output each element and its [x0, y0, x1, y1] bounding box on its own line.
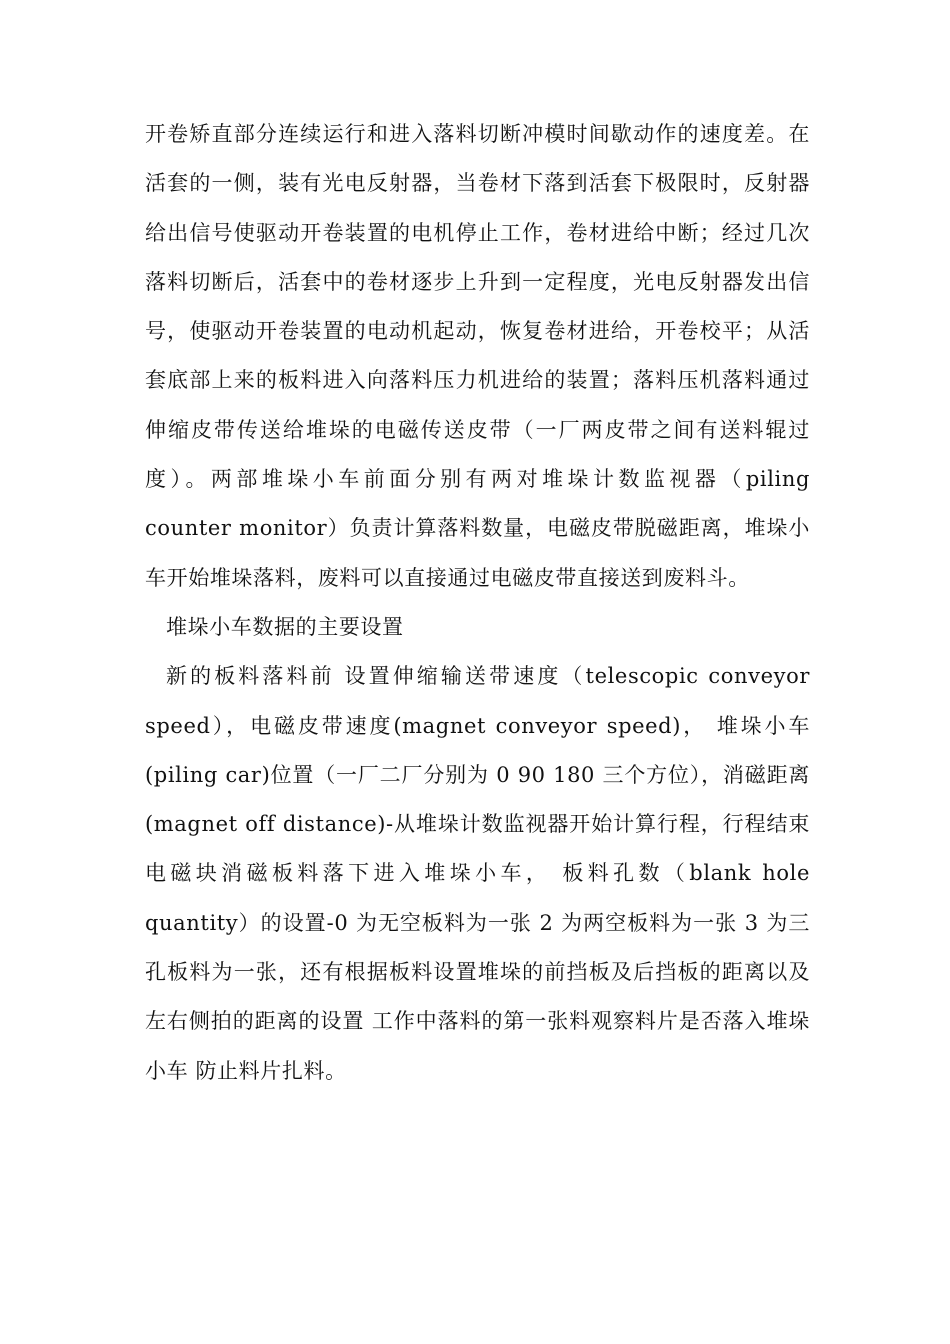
section-heading-piling-car-settings: 堆垛小车数据的主要设置: [166, 614, 404, 639]
paragraph-process-description: 开卷矫直部分连续运行和进入落料切断冲模时间歇动作的速度差。在活套的一侧，装有光电反射器，当卷材下落到活套下极限时，反射器给出信号使驱动开卷装置的电机停止工作，卷材进给中断；经过几次落料切断后，活套中的卷材逐步上升到一定程度，光电反射器发出信号，使驱动开卷装置的电动机起动，恢复卷材进给，开卷校平；从活套底部上来的板料进入向落料压力机进给的装置；落料压机落料通过伸缩皮带传送给堆垛的电磁传送皮带（一厂两皮带之间有送料辊过度）。两部堆垛小车前面分别有两对堆垛计数监视器（piling counter monitor）负责计算落料数量，电磁皮带脱磁距离，堆垛小车开始堆垛落料，废料可以直接通过电磁皮带直接送到废料斗。: [145, 122, 810, 590]
paragraph-piling-car-settings: 新的板料落料前 设置伸缩输送带速度（telescopic conveyor speed），电磁皮带速度(magnet conveyor speed)， 堆垛小车(piling car)位置（一厂二厂分别为 0 90 180 三个方位），消磁距离(magnet off distance)-从堆垛计数监视器开始计算行程，行程结束电磁块消磁板料落下进入堆垛小车， 板料孔数（blank hole quantity）的设置-0 为无空板料为一张 2 为两空板料为一张 3 为三孔板料为一张，还有根据板料设置堆垛的前挡板及后挡板的距离以及左右侧拍的距离的设置 工作中落料的第一张料观察料片是否落入堆垛小车 防止料片扎料。: [145, 664, 810, 1083]
document-body: [145, 110, 810, 1096]
